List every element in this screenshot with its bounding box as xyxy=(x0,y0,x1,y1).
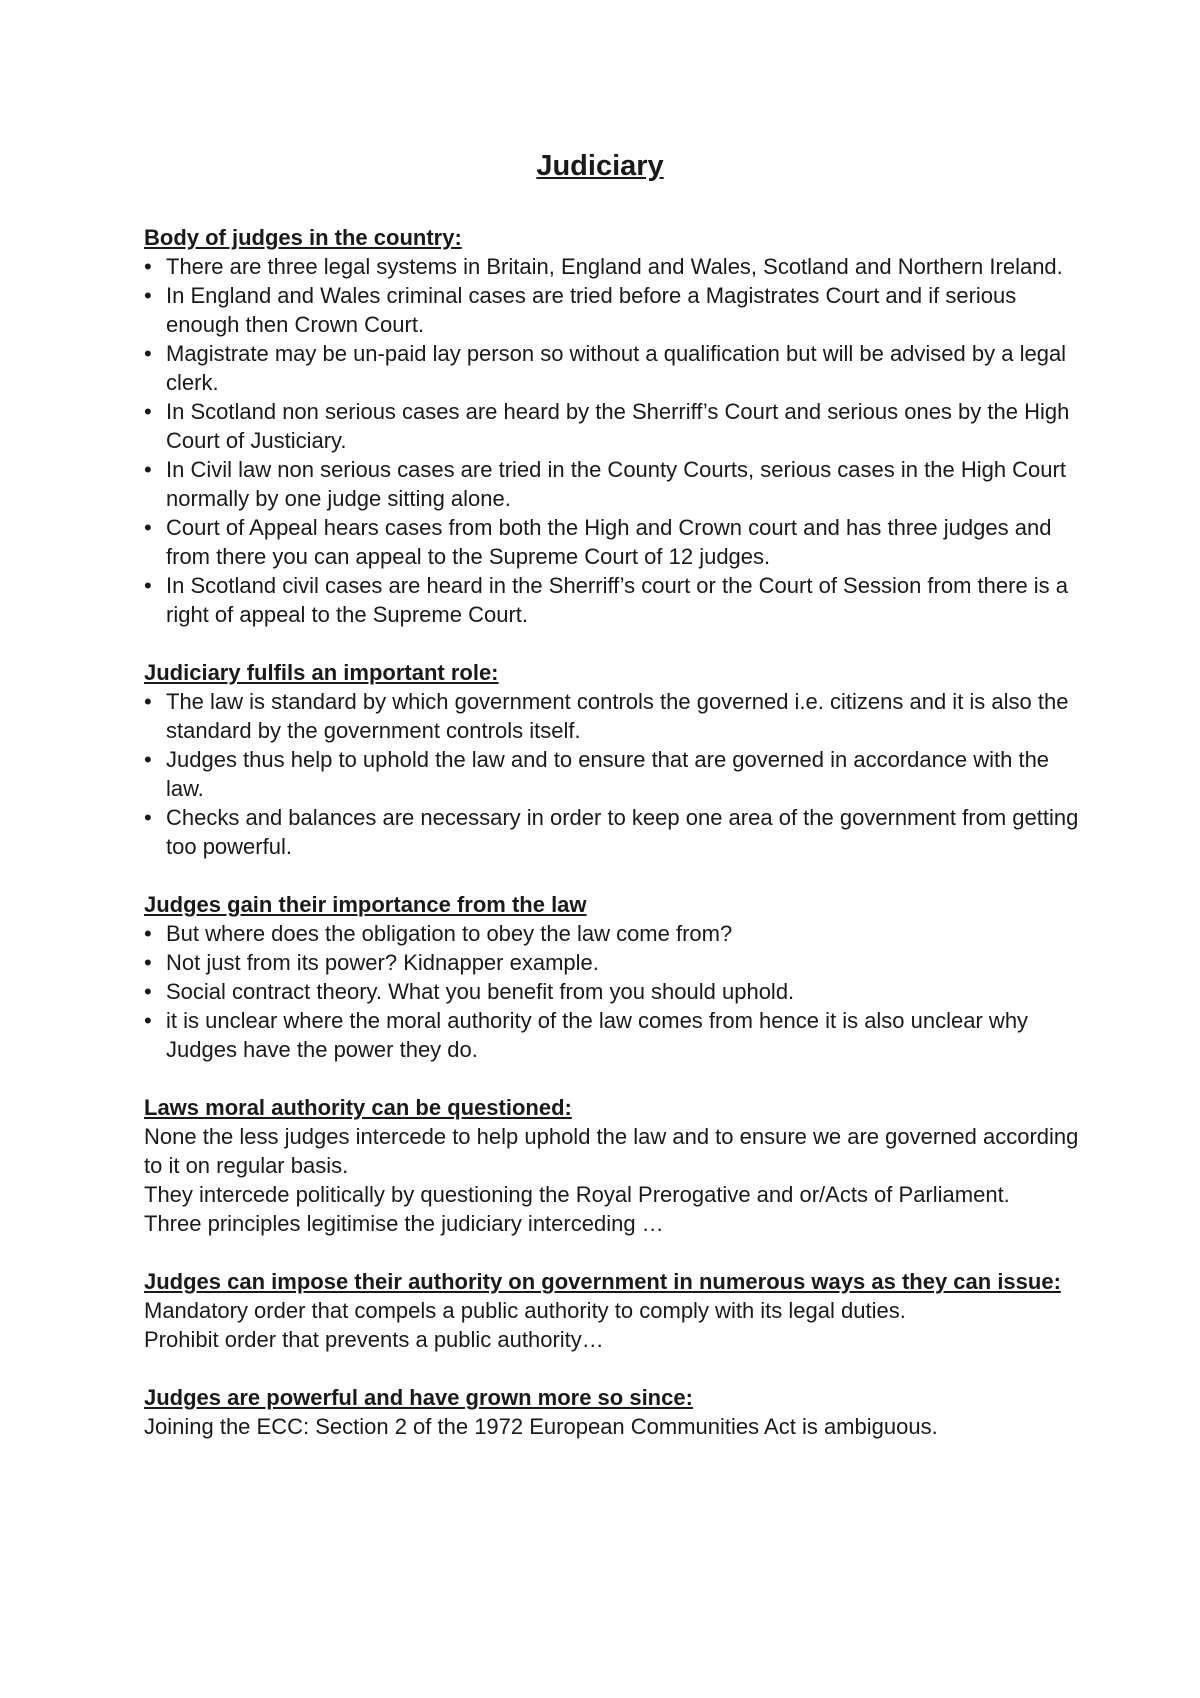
bullet-list xyxy=(144,919,1084,1064)
bullet-item: • There are three legal systems in Britain, England and Wales, Scotland and Northern Ireland. xyxy=(144,252,1084,281)
bullet-item: • Social contract theory. What you benefit from you should uphold. xyxy=(144,977,1084,1006)
bullet-item: • In Scotland civil cases are heard in the Sherriff’s court or the Court of Session from there is a right of appeal to the Supreme Court. xyxy=(144,571,1084,629)
bullet-item: • But where does the obligation to obey the law come from? xyxy=(144,919,1084,948)
section-moral-authority xyxy=(144,1093,1084,1238)
bullet-item: • Court of Appeal hears cases from both the High and Crown court and has three judges and from there you can appeal to the Supreme Court of 12 judges. xyxy=(144,513,1084,571)
paragraph: Three principles legitimise the judiciary interceding … xyxy=(144,1211,664,1236)
section-importance-from-law xyxy=(144,890,1084,1064)
section-heading: Judges are powerful and have grown more so since: xyxy=(144,1385,693,1410)
section-heading: Body of judges in the country: xyxy=(144,225,462,250)
bullet-item: • In Civil law non serious cases are tried in the County Courts, serious cases in the High Court normally by one judge sitting alone. xyxy=(144,455,1084,513)
section-grown-powerful xyxy=(144,1383,1084,1441)
section-heading: Judges can impose their authority on government in numerous ways as they can issue: xyxy=(144,1269,1061,1294)
bullet-item: • Checks and balances are necessary in order to keep one area of the government from getting too powerful. xyxy=(144,803,1084,861)
bullet-item: • The law is standard by which government controls the governed i.e. citizens and it is also the standard by the government controls itself. xyxy=(144,687,1084,745)
bullet-item: • Judges thus help to uphold the law and to ensure that are governed in accordance with the law. xyxy=(144,745,1084,803)
bullet-item: • In Scotland non serious cases are heard by the Sherriff’s Court and serious ones by the High Court of Justiciary. xyxy=(144,397,1084,455)
paragraph: Mandatory order that compels a public authority to comply with its legal duties. xyxy=(144,1298,906,1323)
section-body-of-judges xyxy=(144,223,1084,629)
bullet-item: • it is unclear where the moral authority of the law comes from hence it is also unclear why Judges have the power they do. xyxy=(144,1006,1084,1064)
bullet-list xyxy=(144,252,1084,629)
section-important-role xyxy=(144,658,1084,861)
bullet-list xyxy=(144,687,1084,861)
document-body xyxy=(144,223,1084,1470)
bullet-item: • In England and Wales criminal cases are tried before a Magistrates Court and if serious enough then Crown Court. xyxy=(144,281,1084,339)
paragraph: Joining the ECC: Section 2 of the 1972 European Communities Act is ambiguous. xyxy=(144,1414,938,1439)
bullet-item: • Magistrate may be un-paid lay person so without a qualification but will be advised by a legal clerk. xyxy=(144,339,1084,397)
section-heading: Laws moral authority can be questioned: xyxy=(144,1095,572,1120)
document-title: Judiciary xyxy=(536,150,664,182)
section-heading: Judges gain their importance from the law xyxy=(144,892,587,917)
paragraph: They intercede politically by questioning the Royal Prerogative and or/Acts of Parliament. xyxy=(144,1182,1010,1207)
bullet-item: • Not just from its power? Kidnapper example. xyxy=(144,948,1084,977)
paragraph: Prohibit order that prevents a public authority… xyxy=(144,1327,604,1352)
paragraph: None the less judges intercede to help uphold the law and to ensure we are governed according to it on regular basis. xyxy=(144,1124,1079,1178)
section-heading: Judiciary fulfils an important role: xyxy=(144,660,499,685)
section-impose-authority xyxy=(144,1267,1084,1354)
